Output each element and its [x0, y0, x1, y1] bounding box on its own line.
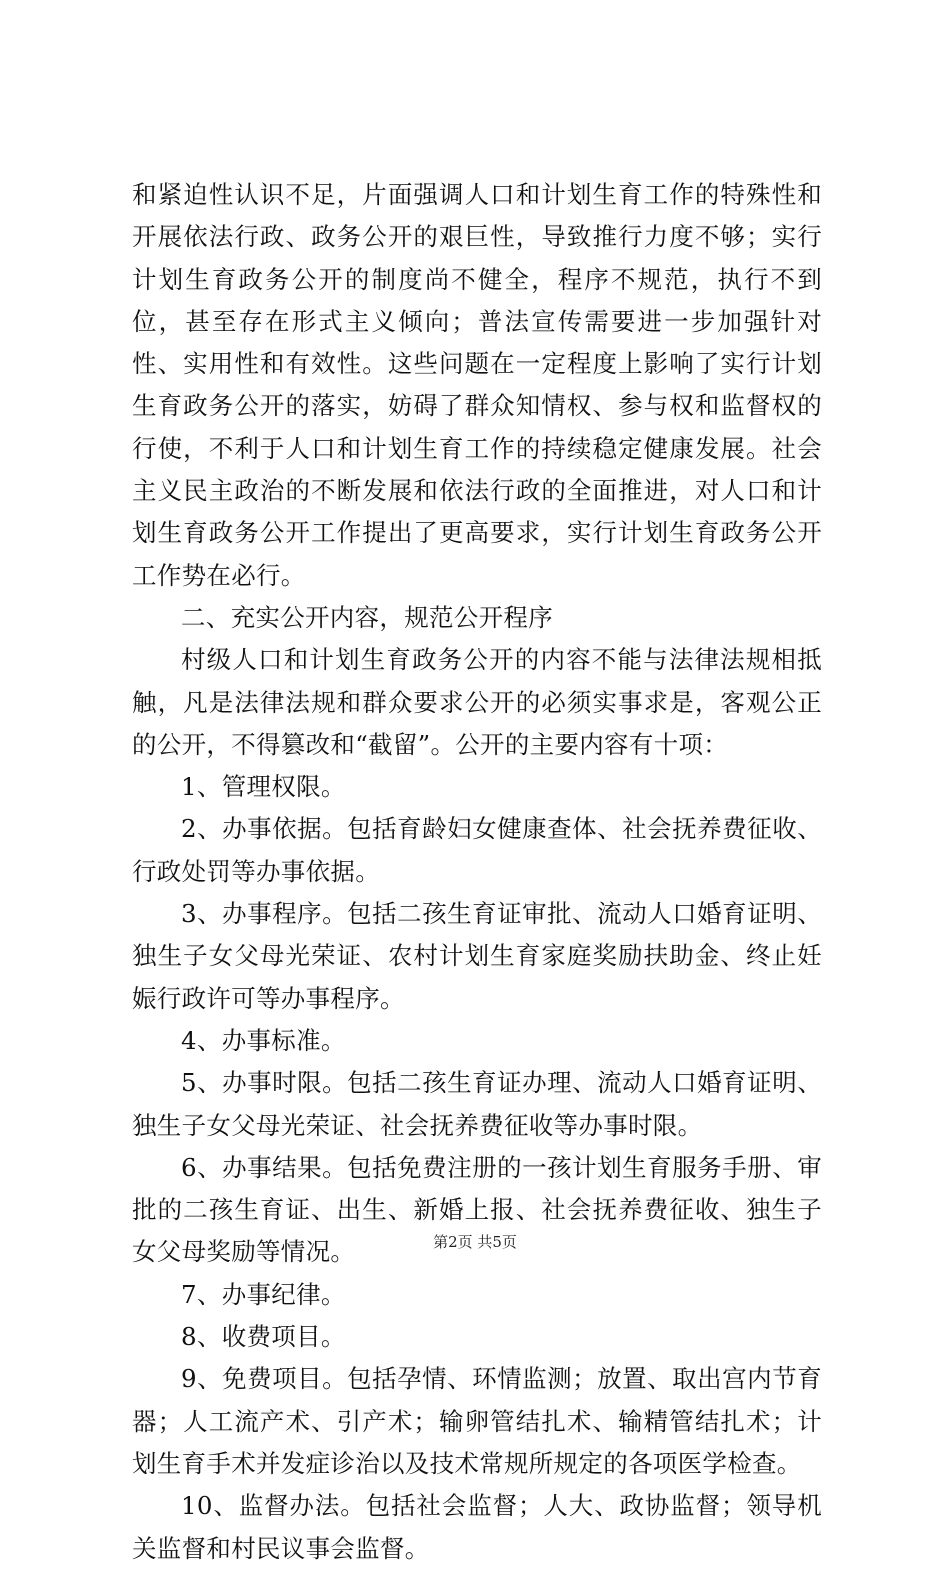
document-body [132, 174, 822, 1570]
list-item-1: 1、管理权限。 [181, 772, 346, 802]
list-item-4: 4、办事标准。 [181, 1025, 346, 1055]
list-item-3: 3、办事程序。包括二孩生育证审批、流动人口婚育证明、独生子女父母光荣证、农村计划生育家庭奖励扶助金、终止妊娠行政许可等办事程序。 [132, 899, 822, 1013]
list-item-6: 6、办事结果。包括免费注册的一孩计划生育服务手册、审批的二孩生育证、出生、新婚上报、社会抚养费征收、独生子女父母奖励等情况。 [132, 1152, 822, 1267]
list-item-10: 10、监督办法。包括社会监督；人大、政协监督；领导机关监督和村民议事会监督。 [132, 1491, 822, 1563]
paragraph-intro-continuation: 和紧迫性认识不足，片面强调人口和计划生育工作的特殊性和开展依法行政、政务公开的艰巨性，导致推行力度不够；实行计划生育政务公开的制度尚不健全，程序不规范，执行不到位，甚至存在形式主义倾向；普法宣传需要进一步加强针对性、实用性和有效性。这些问题在一定程度上影响了实行计划生育政务公开的落实，妨碍了群众知情权、参与权和监督权的行使，不利于人口和计划生育工作的持续稳定健康发展。社会主义民主政治的不断发展和依法行政的全面推进，对人口和计划生育政务公开工作提出了更高要求，实行计划生育政务公开工作势在必行。 [132, 180, 822, 590]
section-heading-2: 二、充实公开内容，规范公开程序 [181, 602, 553, 632]
list-item-8: 8、收费项目。 [181, 1322, 346, 1352]
paragraph-content-overview: 村级人口和计划生育政务公开的内容不能与法律法规相抵触，凡是法律法规和群众要求公开的必须实事求是，客观公正的公开，不得篡改和“截留”。公开的主要内容有十项： [132, 645, 822, 759]
list-item-7: 7、办事纪律。 [181, 1279, 346, 1309]
list-item-9: 9、免费项目。包括孕情、环情监测；放置、取出宫内节育器；人工流产术、引产术；输卵管结扎术、输精管结扎术；计划生育手术并发症诊治以及技术常规所规定的各项医学检查。 [132, 1364, 822, 1478]
list-item-5: 5、办事时限。包括二孩生育证办理、流动人口婚育证明、独生子女父母光荣证、社会抚养费征收等办事时限。 [132, 1068, 822, 1140]
page-number-footer: 第2页 共5页 [433, 1233, 517, 1251]
list-item-2: 2、办事依据。包括育龄妇女健康查体、社会抚养费征收、行政处罚等办事依据。 [132, 814, 822, 886]
